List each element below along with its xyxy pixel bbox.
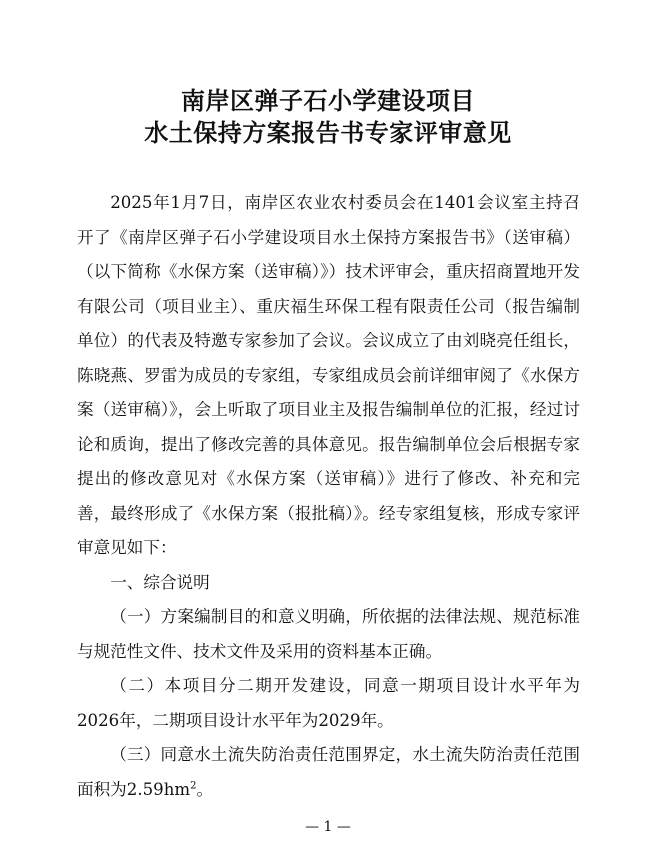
document-body (77, 186, 580, 807)
paragraph-item-1: （一）方案编制目的和意义明确，所依据的法律法规、规范标准与规范性文件、技术文件及采用的资料基本正确。 (77, 607, 580, 661)
area-unit-superscript: 2 (190, 779, 197, 791)
paragraph-item-3-end: 。 (196, 779, 214, 799)
paragraph-item-3-text: （三）同意水土流失防治责任范围界定，水土流失防治责任范围面积为2.59hm (77, 745, 580, 799)
paragraph-item-2: （二）本项目分二期开发建设，同意一期项目设计水平年为2026年，二期项目设计水平年为2029年。 (77, 676, 580, 730)
document-title-line1: 南岸区弹子石小学建设项目 (181, 86, 475, 115)
paragraph-item-3 (77, 738, 580, 807)
document-title-line2: 水土保持方案报告书专家评审意见 (144, 118, 512, 147)
page-number: — 1 — (305, 819, 351, 835)
section-heading: 一、综合说明 (110, 572, 210, 592)
paragraph-intro: 2025年1月7日，南岸区农业农村委员会在1401会议室主持召开了《南岸区弹子石小学建设项目水土保持方案报告书》（送审稿）（以下简称《水保方案（送审稿）》）技术评审会，重庆招商置地开发有限公司（项目业主）、重庆福生环保工程有限责任公司（报告编制单位）的代表及特邀专家参加了会议。会议成立了由刘晓亮任组长，陈晓燕、罗雷为成员的专家组，专家组成员会前详细审阅了《水保方案（送审稿）》，会上听取了项目业主及报告编制单位的汇报，经过讨论和质询，提出了修改完善的具体意见。报告编制单位会后根据专家提出的修改意见对《水保方案（送审稿）》进行了修改、补充和完善，最终形成了《水保方案（报批稿）》。经专家组复核，形成专家评审意见如下： (77, 193, 580, 557)
